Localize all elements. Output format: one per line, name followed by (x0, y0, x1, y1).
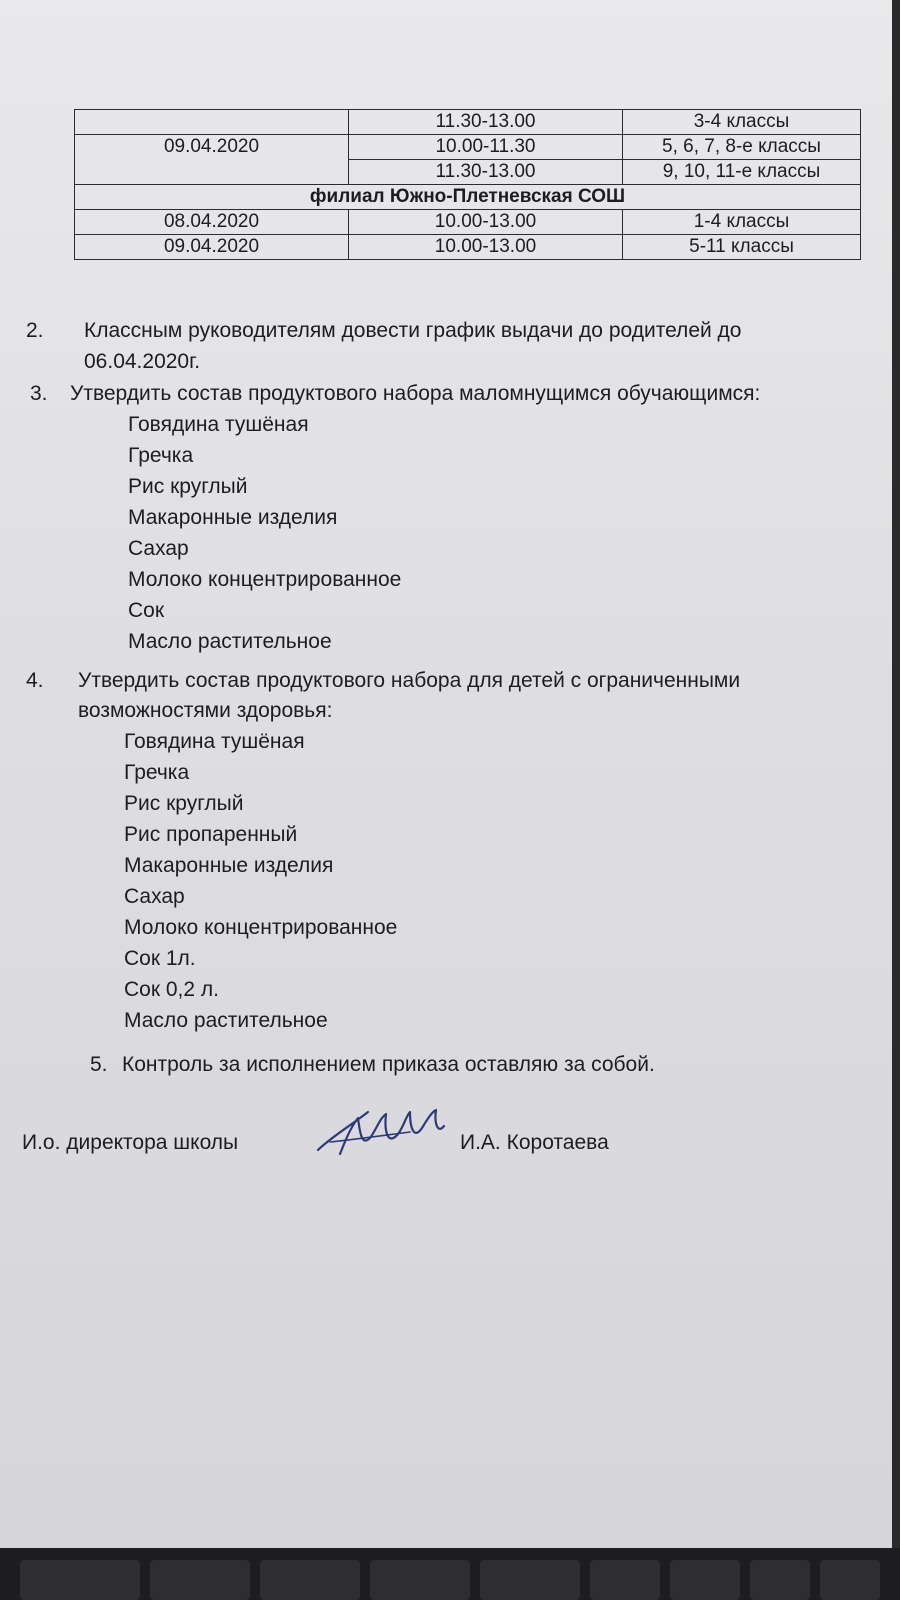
list-item: Сок (128, 599, 165, 622)
item-3-number: 3. (30, 382, 48, 405)
table-row (75, 210, 861, 235)
list-item: Рис круглый (124, 792, 244, 815)
list-item: Молоко концентрированное (128, 568, 402, 591)
table-cell-date (75, 110, 349, 135)
list-item: Молоко концентрированное (124, 916, 398, 939)
list-item: Говядина тушёная (124, 730, 305, 753)
list-item: Рис круглый (128, 475, 248, 498)
table-cell-time: 11.30-13.00 (349, 110, 623, 135)
list-item: Масло растительное (124, 1009, 328, 1032)
table-cell-classes: 3-4 классы (623, 110, 861, 135)
keyboard-key (590, 1560, 660, 1600)
keyboard-key (20, 1560, 140, 1600)
list-item: Гречка (128, 444, 194, 467)
item-2-number: 2. (26, 319, 44, 342)
table-cell-time: 11.30-13.00 (349, 160, 623, 185)
table-cell-time: 10.00-13.00 (349, 235, 623, 260)
list-item: Масло растительное (128, 630, 332, 653)
table-row (75, 110, 861, 135)
table-cell-date: 09.04.2020 (75, 135, 349, 185)
table-cell-time: 10.00-13.00 (349, 210, 623, 235)
table-cell-time: 10.00-11.30 (349, 135, 623, 160)
list-item: Гречка (124, 761, 190, 784)
item-2-text-line2: 06.04.2020г. (84, 350, 201, 373)
table-branch-header-row (75, 185, 861, 210)
keyboard-key (480, 1560, 580, 1600)
item-4-number: 4. (26, 669, 44, 692)
item-3-text: Утвердить состав продуктового набора маломнущимся обучающимся: (70, 382, 761, 405)
item-5-text: Контроль за исполнением приказа оставляю за собой. (122, 1053, 655, 1076)
branch-title: филиал Южно-Плетневская СОШ (75, 185, 861, 210)
list-item: Рис пропаренный (124, 823, 298, 846)
list-item: Сахар (128, 537, 189, 560)
keyboard-edge (0, 1548, 900, 1600)
list-item: Макаронные изделия (128, 506, 338, 529)
list-item: Сахар (124, 885, 185, 908)
table-cell-classes: 9, 10, 11-е классы (623, 160, 861, 185)
table-row (75, 135, 861, 160)
table-cell-classes: 5-11 классы (623, 235, 861, 260)
item-4-text-line2: возможностями здоровья: (78, 699, 333, 722)
list-item: Говядина тушёная (128, 413, 309, 436)
table-row (75, 235, 861, 260)
table-cell-date: 09.04.2020 (75, 235, 349, 260)
signatory-name: И.А. Коротаева (460, 1131, 609, 1154)
item-5-number: 5. (90, 1053, 108, 1076)
item-2-text-line1: Классным руководителям довести график выдачи до родителей до (84, 319, 742, 342)
keyboard-key (750, 1560, 810, 1600)
table-cell-classes: 1-4 классы (623, 210, 861, 235)
list-item: Макаронные изделия (124, 854, 334, 877)
keyboard-key (370, 1560, 470, 1600)
table-cell-date: 08.04.2020 (75, 210, 349, 235)
signature-position: И.о. директора школы (22, 1131, 239, 1154)
list-item: Сок 1л. (124, 947, 196, 970)
keyboard-key (150, 1560, 250, 1600)
item-3-product-list (128, 409, 401, 657)
item-4-text-line1: Утвердить состав продуктового набора для детей с ограниченными (78, 669, 741, 692)
keyboard-key (260, 1560, 360, 1600)
distribution-schedule-table (74, 109, 861, 260)
keyboard-key (670, 1560, 740, 1600)
list-item: Сок 0,2 л. (124, 978, 219, 1001)
keyboard-key (820, 1560, 880, 1600)
table-cell-classes: 5, 6, 7, 8-е классы (623, 135, 861, 160)
handwritten-signature (310, 1098, 450, 1168)
item-4-product-list (124, 726, 397, 1036)
